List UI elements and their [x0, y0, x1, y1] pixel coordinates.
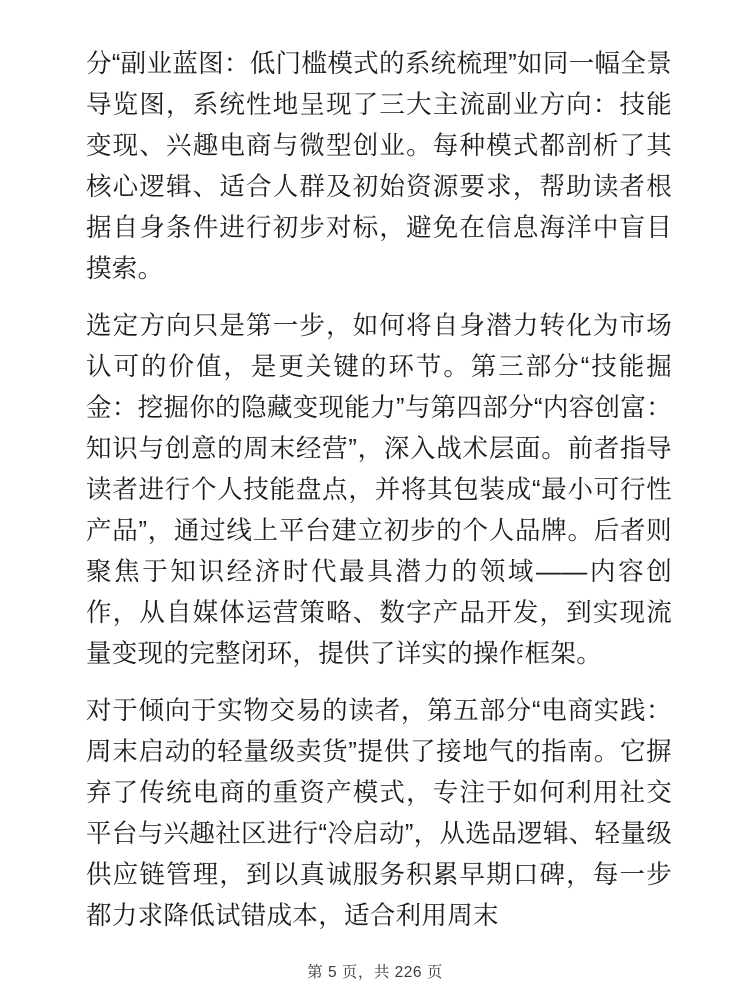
- paragraph: 对于倾向于实物交易的读者，第五部分“电商实践：周末启动的轻量级卖货”提供了接地气的指南。它摒弃了传统电商的重资产模式，专注于如何利用社交平台与兴趣社区进行“冷启动”，从选品逻辑、轻量级供应链管理，到以真诚服务积累早期口碑，每一步都力求降低试错成本，适合利用周末: [86, 697, 672, 930]
- page-footer: 第 5 页，共 226 页: [307, 964, 443, 981]
- page-body: [86, 44, 672, 1000]
- paragraph: 选定方向只是第一步，如何将自身潜力转化为市场认可的价值，是更关键的环节。第三部分“技能掘金：挖掘你的隐藏变现能力”与第四部分“内容创富：知识与创意的周末经营”，深入战术层面。前者指导读者进行个人技能盘点，并将其包装成“最小可行性产品”，通过线上平台建立初步的个人品牌。后者则聚焦于知识经济时代最具潜力的领域——内容创作，从自媒体运营策略、数字产品开发，到实现流量变现的完整闭环，提供了详实的操作框架。: [86, 312, 672, 668]
- paragraph: 分“副业蓝图：低门槛模式的系统梳理”如同一幅全景导览图，系统性地呈现了三大主流副业方向：技能变现、兴趣电商与微型创业。每种模式都剖析了其核心逻辑、适合人群及初始资源要求，帮助读者根据自身条件进行初步对标，避免在信息海洋中盲目摸索。: [86, 50, 672, 283]
